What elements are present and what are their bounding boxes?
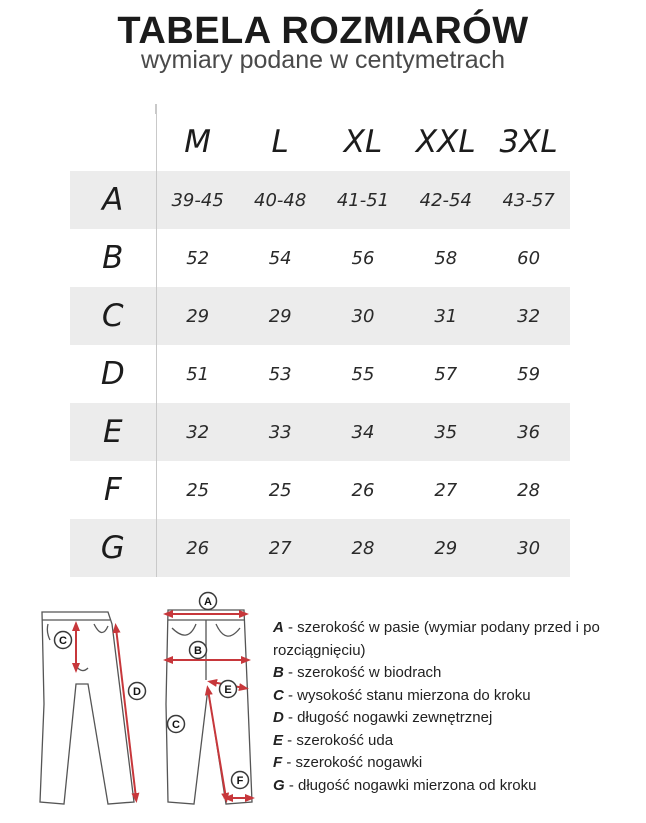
- legend-item-g: [273, 775, 633, 798]
- marker-label: C: [59, 635, 67, 647]
- row-label: C: [70, 287, 156, 345]
- legend-key: D: [273, 709, 284, 726]
- table-cell: 56: [351, 247, 375, 269]
- marker-d: [129, 683, 146, 700]
- table-row-f: [70, 461, 570, 519]
- legend-item-b: [273, 662, 633, 685]
- measurement-legend: [273, 617, 633, 797]
- legend-item-d: [273, 707, 633, 730]
- size-header-xxl: XXL: [415, 123, 476, 160]
- size-header-m: M: [184, 123, 212, 160]
- marker-f: [232, 772, 249, 789]
- table-cell: 55: [351, 363, 375, 385]
- legend-text: - wysokość stanu mierzona do kroku: [283, 686, 531, 704]
- marker-label: F: [236, 775, 244, 787]
- table-cell: 29: [404, 519, 487, 577]
- size-table: [70, 112, 570, 577]
- table-cell: 39-45: [156, 171, 239, 229]
- marker-c-right: [168, 716, 185, 733]
- legend-text: - szerokość w biodrach: [283, 664, 442, 681]
- page-subtitle: wymiary podane w centymetrach: [140, 46, 506, 74]
- table-cell: 35: [404, 403, 487, 461]
- table-cell: 31: [404, 287, 487, 345]
- row-label: B: [70, 229, 156, 287]
- table-cell: 29: [239, 287, 322, 345]
- legend-item-a: [273, 617, 633, 662]
- size-header-xl: XL: [343, 123, 383, 160]
- table-row-c: [70, 287, 570, 345]
- table-row-a: [70, 171, 570, 229]
- legend-item-e: [273, 730, 633, 753]
- table-cell: 27: [239, 519, 322, 577]
- table-cell: 41-51: [322, 171, 405, 229]
- row-label: A: [70, 171, 156, 229]
- marker-b: [190, 642, 207, 659]
- table-cell: 26: [156, 519, 239, 577]
- table-cell: 32: [487, 287, 570, 345]
- legend-key: F: [273, 754, 283, 771]
- legend-text: - szerokość uda: [283, 731, 394, 749]
- table-cell: 59: [517, 363, 541, 385]
- table-cell: 29: [156, 287, 239, 345]
- table-cell: 32: [156, 403, 239, 461]
- legend-text: - długość nogawki zewnętrznej: [283, 709, 493, 726]
- legend-item-f: [273, 752, 633, 775]
- table-row-e: [70, 403, 570, 461]
- table-cell: 28: [322, 519, 405, 577]
- table-cell: 43-57: [487, 171, 570, 229]
- table-cell: 26: [351, 479, 375, 501]
- size-header-row: [70, 112, 570, 171]
- row-label: E: [70, 403, 156, 461]
- corner-cell: [70, 112, 156, 171]
- table-cell: 57: [434, 363, 458, 385]
- table-cell: 60: [517, 247, 541, 269]
- legend-key: B: [273, 664, 284, 681]
- size-header-3xl: 3XL: [499, 123, 558, 160]
- table-cell: 28: [517, 479, 541, 501]
- table-cell: 34: [322, 403, 405, 461]
- legend-key: E: [273, 731, 284, 749]
- table-cell: 33: [239, 403, 322, 461]
- legend-text: - szerokość w pasie (wymiar podany przed i po rozciągnięciu): [273, 619, 600, 659]
- table-cell: 51: [186, 363, 210, 385]
- table-cell: 53: [268, 363, 292, 385]
- legend-text: - długość nogawki mierzona od kroku: [284, 776, 537, 794]
- pants-measurement-diagram: [36, 584, 268, 814]
- marker-e: [220, 681, 237, 698]
- legend-key: C: [273, 686, 284, 704]
- table-cell: 36: [487, 403, 570, 461]
- table-cell: 40-48: [239, 171, 322, 229]
- legend-key: A: [273, 619, 284, 636]
- table-cell: 30: [322, 287, 405, 345]
- table-cell: 42-54: [404, 171, 487, 229]
- table-cell: 30: [487, 519, 570, 577]
- legend-item-c: [273, 685, 633, 708]
- table-cell: 27: [434, 479, 458, 501]
- row-label: F: [70, 461, 156, 519]
- legend-text: - szerokość nogawki: [282, 754, 423, 771]
- table-cell: 58: [434, 247, 458, 269]
- table-cell: 52: [186, 247, 210, 269]
- marker-a: [200, 593, 217, 610]
- marker-label: B: [194, 645, 202, 657]
- marker-label: D: [133, 686, 141, 698]
- table-cell: 54: [268, 247, 292, 269]
- row-label: D: [70, 345, 156, 403]
- size-header-l: L: [271, 123, 289, 160]
- marker-label: A: [204, 596, 212, 608]
- table-row-b: [70, 229, 570, 287]
- table-cell: 25: [186, 479, 210, 501]
- page-title: TABELA ROZMIARÓW: [117, 10, 529, 52]
- legend-key: G: [273, 776, 285, 794]
- marker-label: C: [172, 719, 180, 731]
- table-row-g: [70, 519, 570, 577]
- table-cell: 25: [268, 479, 292, 501]
- marker-label: E: [224, 684, 232, 696]
- table-row-d: [70, 345, 570, 403]
- row-label: G: [70, 519, 156, 577]
- marker-c-left: [55, 632, 72, 649]
